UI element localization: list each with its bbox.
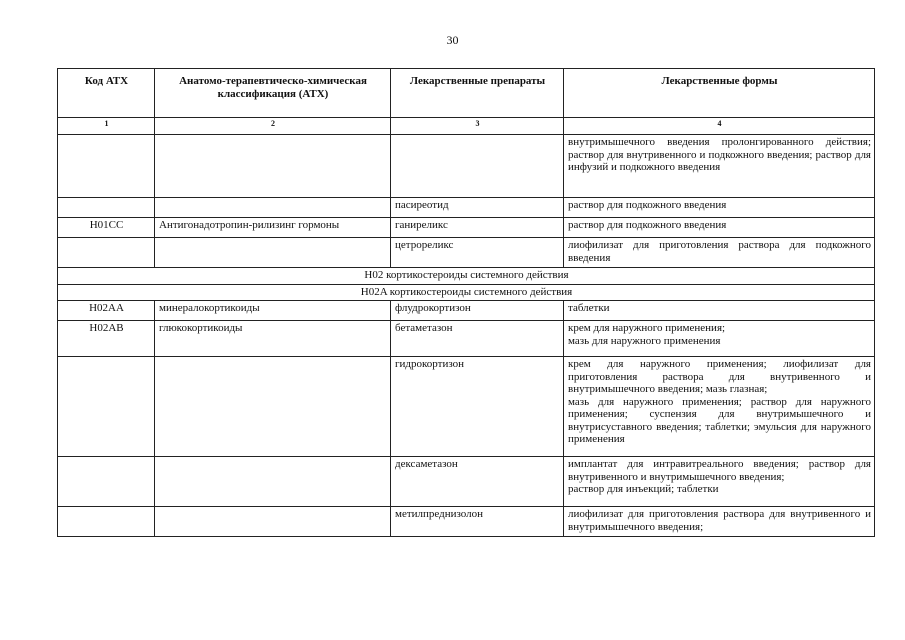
dosage-forms-cell: лиофилизат для приготовления раствора для внутривенного и внутримышечного введения; xyxy=(564,507,875,537)
drug-cell: гидрокортизон xyxy=(391,357,564,457)
drug-cell: пасиреотид xyxy=(391,198,564,218)
dosage-forms-line: имплантат для интравитреального введения; раствор для внутривенного и внутримышечного введения; xyxy=(568,458,871,483)
atx-code-cell: H02AA xyxy=(58,301,155,321)
table-row xyxy=(58,507,875,537)
dosage-forms-cell: раствор для подкожного введения xyxy=(564,198,875,218)
classification-cell: Антигонадотропин-рилизинг гормоны xyxy=(155,218,391,238)
atx-code-cell xyxy=(58,238,155,268)
table-row xyxy=(58,321,875,357)
atx-code-cell xyxy=(58,507,155,537)
table-row xyxy=(58,198,875,218)
drug-cell: бетаметазон xyxy=(391,321,564,357)
table-row xyxy=(58,301,875,321)
column-number: 2 xyxy=(155,118,391,135)
column-numbers-row xyxy=(58,118,875,135)
section-heading: H02 кортикостероиды системного действия xyxy=(58,268,875,285)
section-row xyxy=(58,268,875,285)
dosage-forms-line: крем для наружного применения; лиофилизат для приготовления раствора для внутривенного и внутримышечного введения; мазь глазная; xyxy=(568,358,871,395)
dosage-forms-line: крем для наружного применения; xyxy=(568,322,726,334)
table-row xyxy=(58,218,875,238)
dosage-forms-cell xyxy=(564,457,875,507)
drug-cell: дексаметазон xyxy=(391,457,564,507)
classification-cell xyxy=(155,135,391,198)
table-row xyxy=(58,238,875,268)
column-number: 4 xyxy=(564,118,875,135)
atx-code-cell xyxy=(58,457,155,507)
dosage-forms-cell: таблетки xyxy=(564,301,875,321)
header-atx-code: Код АТХ xyxy=(58,69,155,118)
column-number: 3 xyxy=(391,118,564,135)
header-atx-classification: Анатомо-терапевтическо-химическая классификация (АТХ) xyxy=(155,69,391,118)
atx-classification-table xyxy=(57,68,875,537)
section-heading: H02A кортикостероиды системного действия xyxy=(58,284,875,301)
atx-code-cell xyxy=(58,135,155,198)
dosage-forms-cell: раствор для подкожного введения xyxy=(564,218,875,238)
classification-cell xyxy=(155,457,391,507)
classification-cell xyxy=(155,238,391,268)
drug-cell: метилпреднизолон xyxy=(391,507,564,537)
atx-code-cell xyxy=(58,198,155,218)
classification-cell xyxy=(155,198,391,218)
classification-cell xyxy=(155,507,391,537)
section-row xyxy=(58,284,875,301)
table-row xyxy=(58,135,875,198)
dosage-forms-line: раствор для инъекций; таблетки xyxy=(568,483,719,495)
dosage-forms-cell: внутримышечного введения пролонгированного действия; раствор для внутривенного и подкожного введения; раствор для инфузий и подкожного введения xyxy=(564,135,875,198)
classification-cell: глюкокортикоиды xyxy=(155,321,391,357)
header-dosage-forms: Лекарственные формы xyxy=(564,69,875,118)
drug-cell xyxy=(391,135,564,198)
drug-cell: флудрокортизон xyxy=(391,301,564,321)
page-number: 30 xyxy=(446,33,459,47)
drug-cell: цетрореликс xyxy=(391,238,564,268)
table-row xyxy=(58,357,875,457)
drug-cell: ганиреликс xyxy=(391,218,564,238)
dosage-forms-line: мазь для наружного применения; раствор для наружного применения; суспензия для внутримышечного и внутрисуставного введения; таблетки; эмульсия для наружного применения xyxy=(568,395,871,445)
atx-code-cell xyxy=(58,357,155,457)
classification-cell xyxy=(155,357,391,457)
dosage-forms-line: мазь для наружного применения xyxy=(568,334,721,347)
dosage-forms-cell xyxy=(564,321,875,357)
dosage-forms-cell: лиофилизат для приготовления раствора для подкожного введения xyxy=(564,238,875,268)
classification-cell: минералокортикоиды xyxy=(155,301,391,321)
atx-code-cell: H02AB xyxy=(58,321,155,357)
header-drugs: Лекарственные препараты xyxy=(391,69,564,118)
table-row xyxy=(58,457,875,507)
table-header-row xyxy=(58,69,875,118)
dosage-forms-cell xyxy=(564,357,875,457)
column-number: 1 xyxy=(58,118,155,135)
atx-code-cell: H01CC xyxy=(58,218,155,238)
